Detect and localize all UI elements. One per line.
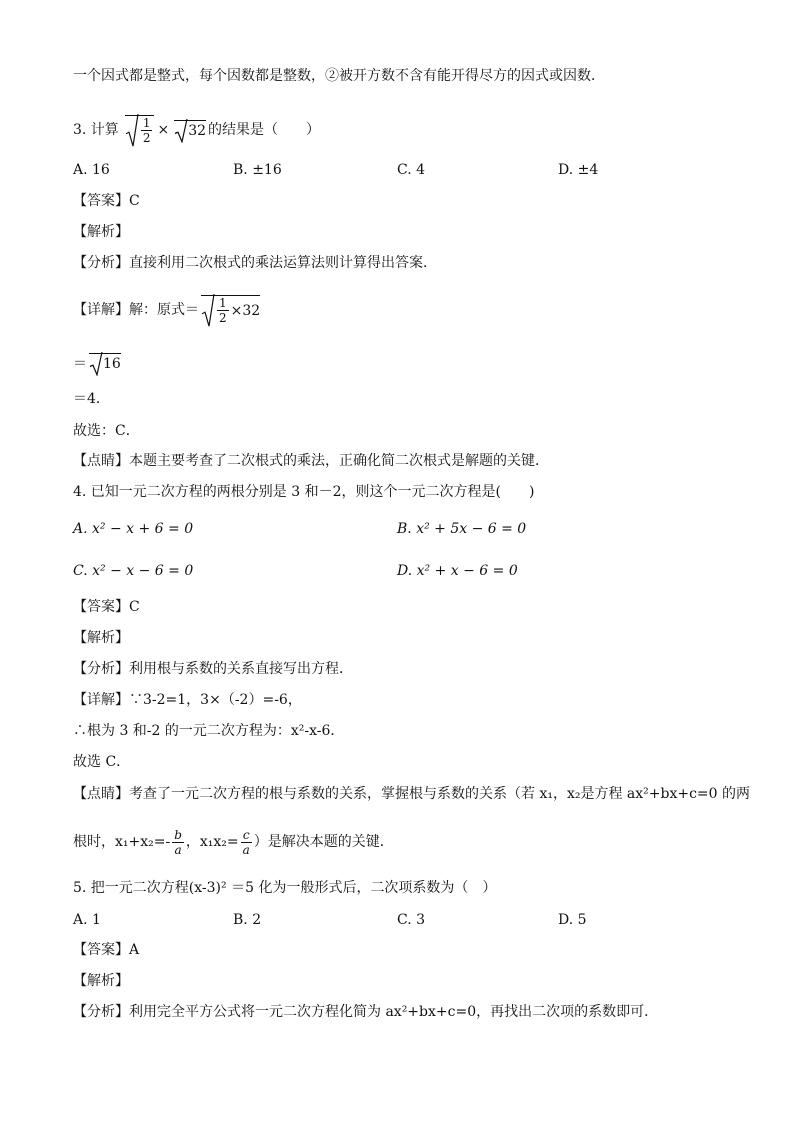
radical-sign-icon	[201, 294, 215, 327]
q4-answer: 【答案】C	[73, 599, 140, 615]
q3-guxuan: 故选：C．	[73, 423, 140, 439]
q4-option-a: A. x² − x + 6 = 0	[73, 521, 194, 537]
q3-xiangjie: 【详解】解：原式＝ $\frac{1}{2}$ ×32	[73, 296, 261, 325]
sqrt-16: 16	[89, 353, 121, 374]
q3-jiexi: 【解析】	[73, 224, 129, 240]
q3-option-a: A. 16	[73, 162, 110, 178]
fraction-c-over-a: $\frac{c}{a}$	[242, 827, 250, 857]
q4-dianjing: 【点睛】考查了一元二次方程的根与系数的关系，掌握根与系数的关系（若 x₁，x₂是方程 ax²+bx+c=0 的两	[73, 786, 751, 802]
q3-answer: 【答案】C	[73, 193, 140, 209]
q5-jiexi: 【解析】	[73, 973, 129, 989]
sqrt-expression: $\frac{1}{2}$ ×32	[201, 295, 260, 325]
q3-step2: ＝4．	[73, 391, 110, 407]
radical-sign-icon	[125, 114, 139, 147]
question-3-stem	[73, 112, 320, 148]
q4-fenxi: 【分析】利用根与系数的关系直接写出方程．	[73, 661, 353, 677]
q3-fenxi: 【分析】直接利用二次根式的乘法运算法则计算得出答案．	[73, 255, 437, 271]
q4-option-b: B. x² + 5x − 6 = 0	[397, 521, 527, 537]
q3-step1: ＝ 16	[73, 353, 121, 374]
q4-dianjing-cont: 根时，x₁+x₂=- $\frac{b}{a}$ ，x₁x₂= $\frac{c}{a}$ ）是解决本题的关键．	[73, 827, 394, 857]
q5-option-a: A. 1	[73, 912, 101, 928]
times-sign: ×	[157, 122, 170, 138]
q4-jiexi: 【解析】	[73, 630, 129, 646]
q4-xiangjie: 【详解】∵3-2=1，3×（-2）=-6，	[73, 692, 302, 708]
continuation-text: 一个因式都是整式，每个因数都是整数，②被开方数不含有能开得尽方的因式或因数．	[73, 68, 605, 84]
q4-gen: ∴根为 3 和-2 的一元二次方程为：x²-x-6．	[73, 723, 345, 739]
q3-option-b: B. ±16	[233, 162, 282, 178]
question-4-stem: 4. 已知一元二次方程的两根分别是 3 和－2，则这个一元二次方程是( )	[73, 484, 535, 500]
q3-dianjing: 【点睛】本题主要考查了二次根式的乘法，正确化简二次根式是解题的关键．	[73, 453, 549, 469]
q4-option-d: D. x² + x − 6 = 0	[397, 563, 518, 579]
sqrt-fraction	[125, 115, 155, 145]
sqrt-32: 32	[174, 120, 206, 141]
q5-option-d: D. 5	[558, 912, 587, 928]
fraction-b-over-a: $\frac{b}{a}$	[174, 827, 182, 857]
radical-sign-icon	[174, 119, 188, 143]
q3-suffix: 的结果是（ ）	[208, 122, 321, 138]
q5-answer: 【答案】A	[73, 942, 140, 958]
q4-guxuan: 故选 C．	[73, 754, 131, 770]
radical-sign-icon	[89, 352, 103, 376]
q4-option-c: C. x² − x − 6 = 0	[73, 563, 194, 579]
question-5-stem: 5. 把一元二次方程(x-3)² ＝5 化为一般形式后，二次项系数为（ ）	[73, 880, 497, 896]
q3-option-d: D. ±4	[558, 162, 599, 178]
q3-option-c: C. 4	[397, 162, 426, 178]
q5-fenxi: 【分析】利用完全平方公式将一元二次方程化简为 ax²+bx+c=0，再找出二次项的系数即可．	[73, 1004, 659, 1020]
q5-option-c: C. 3	[397, 912, 426, 928]
fraction-one-half: $\frac{1}{2}$	[142, 116, 151, 145]
q5-option-b: B. 2	[233, 912, 262, 928]
q3-prefix: 3. 计算	[73, 122, 119, 138]
